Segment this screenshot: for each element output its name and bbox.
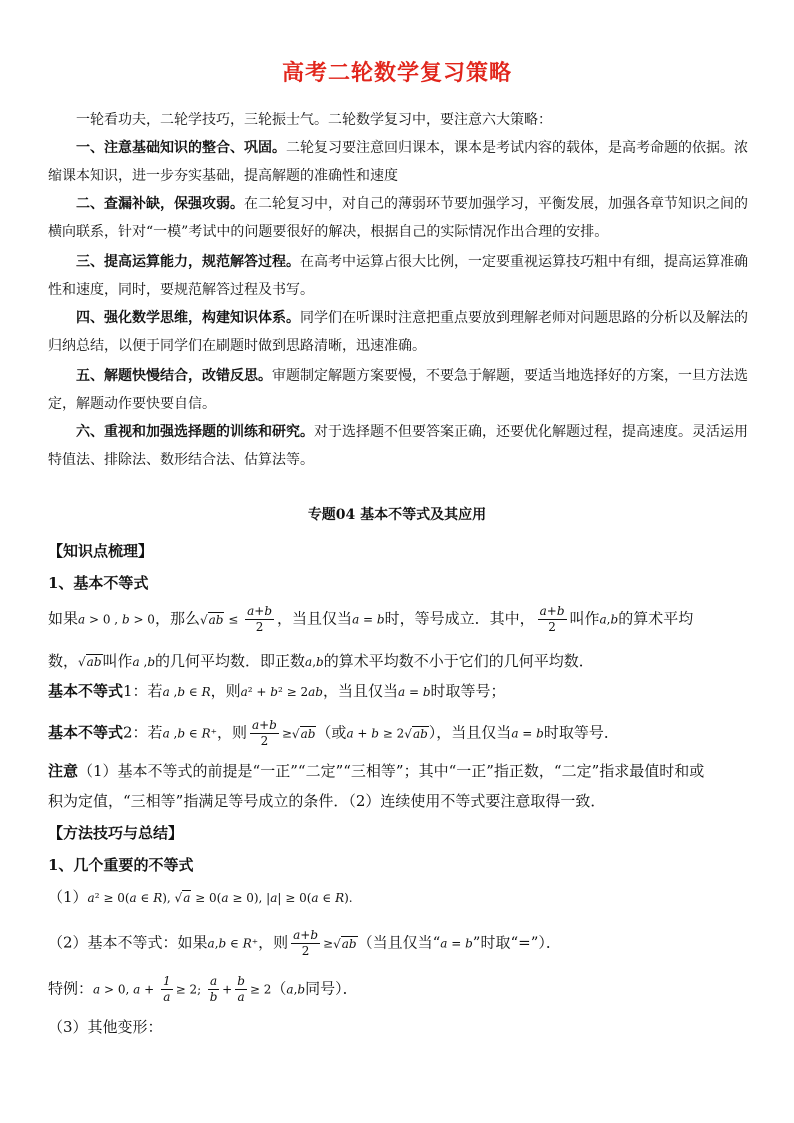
strategy-4: [48, 304, 748, 360]
strategy-3-body: 在高考中运算占很大比例，一定要重视运算技巧粗中有细，提高运算准确性和速度，同时，要规范解答过程及书写。: [48, 254, 748, 298]
topic-title: 专题04 基本不等式及其应用: [307, 507, 487, 523]
strategy-2-head: 二、查漏补缺，保强攻弱。: [76, 196, 244, 212]
strategy-1-head: 一、注意基础知识的整合、巩固。: [76, 140, 286, 156]
sqrt-ab: √ab: [199, 612, 224, 627]
sub-important-inequalities: 1、几个重要的不等式: [48, 856, 194, 874]
strategy-4-head: 四、强化数学思维，构建知识体系。: [76, 310, 300, 326]
note-line-2: 积为定值，“三相等”指满足等号成立的条件．（2）连续使用不等式要注意取得一致．: [48, 792, 606, 810]
strategy-5-head: 五、解题快慢结合，改错反思。: [76, 368, 272, 384]
strategy-3: [48, 248, 748, 304]
item-4: （3）其他变形：: [48, 1018, 163, 1036]
section-knowledge: 【知识点梳理】: [48, 542, 154, 560]
strategy-4-body: 同学们在听课时注意把重点要放到理解老师对问题思路的分析以及解法的归纳总结，以便于同学们在刷题时做到思路清晰，迅速准确。: [48, 310, 748, 354]
strategy-1-body: 二轮复习要注意回归课本，课本是考试内容的载体，是高考命题的依据。浓缩课本知识，进一步夯实基础，提高解题的准确性和速度: [48, 140, 748, 184]
strategy-5: [48, 362, 748, 418]
strategy-6-body: 对于选择题不但要答案正确，还要优化解题过程，提高速度。灵活运用特值法、排除法、数形结合法、估算法等。: [48, 424, 748, 468]
definition-line-2: 数，√ab叫作a ,b的几何平均数．即正数a,b的算术平均数不小于它们的几何平均数．: [48, 652, 594, 670]
item-3-special-case: 特例：a > 0, a + $\frac{1}{a}$ ≥ 2; $\frac{a}{b}$ + $\frac{b}{a}$ ≥ 2（a,b同号）．: [48, 974, 358, 1004]
strategy-5-body: 审题制定解题方案要慢，不要急于解题，要适当地选择好的方案，一旦方法选定，解题动作要快要自信。: [48, 368, 748, 412]
strategy-6: [48, 418, 748, 474]
strategy-6-head: 六、重视和加强选择题的训练和研究。: [76, 424, 314, 440]
intro-paragraph: 一轮看功夫，二轮学技巧，三轮振士气。二轮数学复习中，要注意六大策略：: [76, 112, 552, 128]
item-1: （1）a² ≥ 0(a ∈ R), √a ≥ 0(a ≥ 0), |a| ≥ 0(a ∈ R).: [48, 888, 353, 906]
basic-inequality-2: 基本不等式2：若a ,b ∈ R⁺，则 $\frac{a+b}{2}$ ≥√ab（或a + b ≥ 2√ab），当且仅当a = b时取等号．: [48, 718, 619, 748]
fraction-mean-2: $\frac{a+b}{2}$: [539, 604, 565, 634]
page-title: 高考二轮数学复习策略: [281, 61, 512, 86]
sub-basic-inequality: 1、基本不等式: [48, 574, 149, 592]
strategy-2-body: 在二轮复习中，对自己的薄弱环节要加强学习，平衡发展，加强各章节知识之间的横向联系，针对“一模”考试中的问题要很好的解决，根据自己的实际情况作出合理的安排。: [48, 196, 748, 240]
note-line-1: 注意（1）基本不等式的前提是“一正”“二定”“三相等”；其中“一正”指正数，“二定”指求最值时和或: [48, 762, 705, 780]
basic-inequality-1: 基本不等式1：若a ,b ∈ R，则a² + b² ≥ 2ab，当且仅当a = b时取等号；: [48, 682, 506, 700]
item-2: （2）基本不等式：如果a,b ∈ R⁺，则 $\frac{a+b}{2}$ ≥√ab（当且仅当“a = b”时取“=”）．: [48, 928, 561, 958]
strategy-3-head: 三、提高运算能力，规范解答过程。: [76, 254, 300, 270]
fraction-mean: $\frac{a+b}{2}$: [247, 604, 273, 634]
strategy-2: [48, 190, 748, 246]
definition-line-1: 如果a > 0 , b > 0，那么√ab ≤ $\frac{a+b}{2}$ ，当且仅当a = b时，等号成立．其中， $\frac{a+b}{2}$ 叫作a,b的算术平均: [48, 604, 694, 634]
section-methods: 【方法技巧与总结】: [48, 824, 184, 842]
strategy-1: [48, 134, 748, 190]
